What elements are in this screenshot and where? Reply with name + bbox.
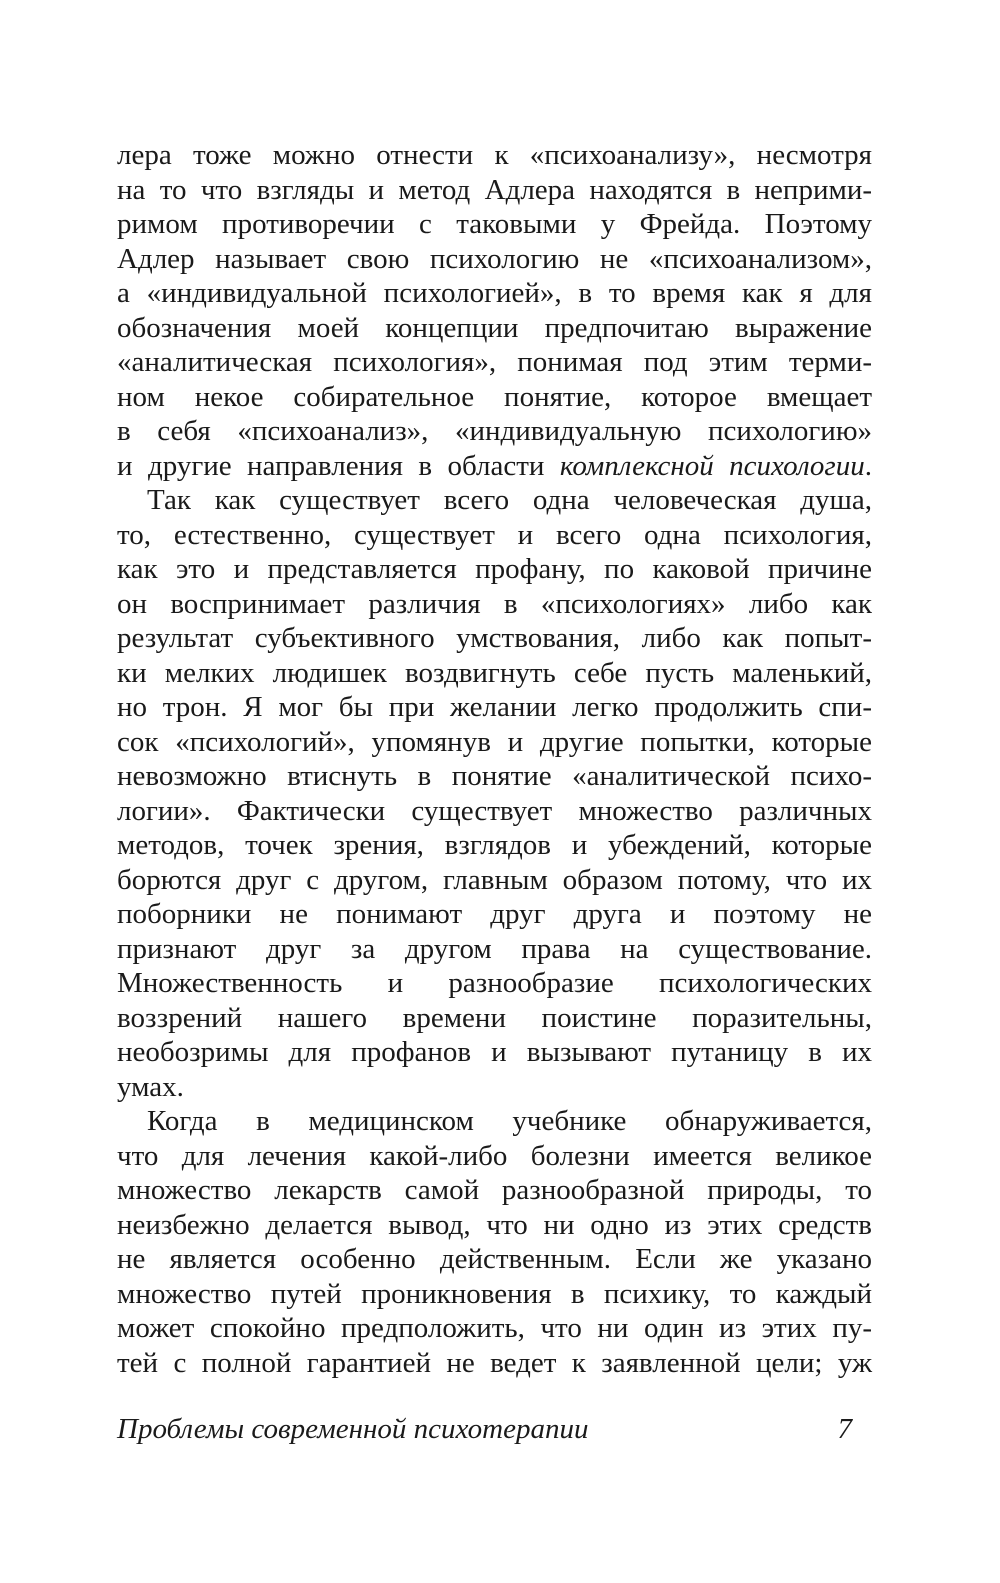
text-line: невозможно втиснуть в понятие «аналитической психо-: [117, 760, 872, 792]
text-line: он воспринимает различия в «психологиях» либо как: [117, 587, 872, 620]
text-line: ки мелких людишек воздвигнуть себе пусть маленький,: [117, 656, 872, 689]
text-line: умах.: [117, 1070, 184, 1103]
paragraph-continuation: [117, 138, 872, 483]
running-footer: [117, 1412, 872, 1447]
text-line: тей с полной гарантией не ведет к заявленной цели; уж: [117, 1346, 872, 1379]
text-line: Адлер называет свою психологию не «психоанализом»,: [117, 242, 872, 275]
text-line: борются друг с другом, главным образом потому, что их: [117, 863, 872, 896]
paragraph-medical-textbook: [117, 1104, 872, 1380]
text-line: обозначения моей концепции предпочитаю выражение: [117, 311, 872, 344]
text-line: как это и представляется профану, по каковой причине: [117, 553, 872, 585]
text-line: результат субъективного умствования, либо как попыт-: [117, 622, 872, 654]
text-line: множество лекарств самой разнообразной природы, то: [117, 1174, 872, 1206]
text-segment: и другие направления в области: [117, 449, 560, 482]
text-line: поборники не понимают друг друга и поэтому не: [117, 898, 872, 930]
text-line: сок «психологий», упомянув и другие попытки, которые: [117, 725, 872, 758]
text-line: что для лечения какой-либо болезни имеется великое: [117, 1139, 872, 1172]
text-line: не является особенно действенным. Если же указано: [117, 1243, 872, 1275]
text-line: Когда в медицинском учебнике обнаруживается,: [147, 1105, 872, 1137]
text-line: «аналитическая психология», понимая под этим терми-: [117, 346, 872, 378]
text-line: в себя «психоанализ», «индивидуальную психологию»: [117, 415, 872, 447]
text-line: признают друг за другом права на существование.: [117, 932, 872, 965]
text-line: римом противоречии с таковыми у Фрейда. Поэтому: [117, 208, 872, 240]
text-line: то, естественно, существует и всего одна психология,: [117, 518, 872, 551]
text-line: но трон. Я мог бы при желании легко продолжить спи-: [117, 691, 872, 723]
italic-term: комплексной психологии: [559, 449, 865, 482]
page-number: 7: [837, 1413, 852, 1445]
text-line: множество путей проникновения в психику, то каждый: [117, 1277, 872, 1310]
text-line: логии». Фактически существует множество различных: [117, 794, 872, 827]
text-line: ном некое собирательное понятие, которое вмещает: [117, 380, 872, 413]
text-line: [117, 449, 872, 484]
text-line: на то что взгляды и метод Адлера находятся в неприми-: [117, 173, 872, 206]
text-line: Так как существует всего одна человеческая душа,: [147, 484, 872, 516]
text-line: может спокойно предположить, что ни один из этих пу-: [117, 1312, 872, 1344]
body-text: [117, 138, 872, 1380]
text-line: Множественность и разнообразие психологических: [117, 967, 872, 999]
text-line: неизбежно делается вывод, что ни одно из этих средств: [117, 1208, 872, 1241]
running-title: Проблемы современной психотерапии: [117, 1413, 589, 1445]
text-line: а «индивидуальной психологией», в то время как я для: [117, 277, 872, 309]
text-segment: .: [864, 449, 873, 482]
text-line: лера тоже можно отнести к «психоанализу», несмотря: [117, 139, 872, 171]
text-line: воззрений нашего времени поистине поразительны,: [117, 1001, 872, 1034]
text-line: методов, точек зрения, взглядов и убеждений, которые: [117, 829, 872, 861]
text-line: необозримы для профанов и вызывают путаницу в их: [117, 1036, 872, 1068]
paragraph-one-psyche: [117, 483, 872, 1104]
